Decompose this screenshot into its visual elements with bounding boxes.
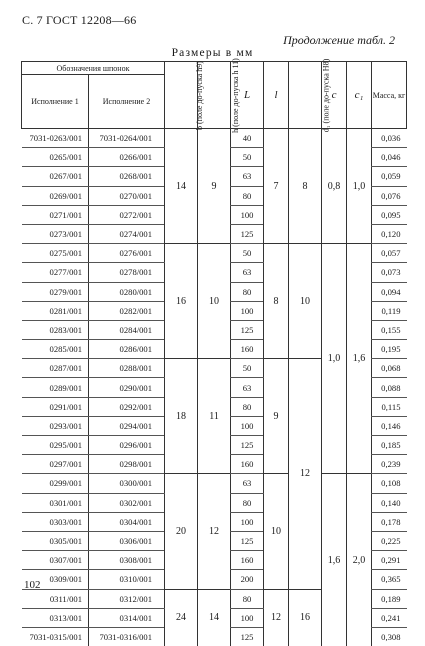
mass-cell: 0,291 bbox=[372, 551, 407, 570]
variant2-cell: 0292/001 bbox=[89, 397, 165, 416]
mass-cell: 0,146 bbox=[372, 416, 407, 435]
L-cell: 160 bbox=[231, 455, 264, 474]
L-cell: 63 bbox=[231, 474, 264, 493]
mass-cell: 0,073 bbox=[372, 263, 407, 282]
mass-cell: 0,365 bbox=[372, 570, 407, 589]
d1-cell: 8 bbox=[289, 129, 322, 244]
variant2-cell: 0314/001 bbox=[89, 608, 165, 627]
variant1-cell: 0279/001 bbox=[22, 282, 89, 301]
variant2-cell: 0270/001 bbox=[89, 186, 165, 205]
variant2-cell: 0310/001 bbox=[89, 570, 165, 589]
mass-cell: 0,241 bbox=[372, 608, 407, 627]
variant1-cell: 0295/001 bbox=[22, 436, 89, 455]
table-row bbox=[22, 474, 407, 493]
variant2-cell: 0282/001 bbox=[89, 301, 165, 320]
variant2-cell: 0274/001 bbox=[89, 224, 165, 243]
mass-cell: 0,057 bbox=[372, 244, 407, 263]
variant2-cell: 0286/001 bbox=[89, 340, 165, 359]
c-cell: 1,0 bbox=[322, 244, 347, 474]
mass-cell: 0,120 bbox=[372, 224, 407, 243]
variant1-cell: 0299/001 bbox=[22, 474, 89, 493]
variant1-cell: 0281/001 bbox=[22, 301, 89, 320]
h-cell: 14 bbox=[198, 589, 231, 646]
L-cell: 125 bbox=[231, 224, 264, 243]
b-cell: 20 bbox=[165, 474, 198, 589]
variant1-cell: 0313/001 bbox=[22, 608, 89, 627]
d1-column-header: d₁ (поле до-пуска H8) bbox=[289, 62, 322, 129]
dimensions-table bbox=[21, 57, 407, 646]
variant2-cell: 0312/001 bbox=[89, 589, 165, 608]
mass-cell: 0,195 bbox=[372, 340, 407, 359]
variant2-cell: 0290/001 bbox=[89, 378, 165, 397]
L-cell: 125 bbox=[231, 436, 264, 455]
variant1-cell: 0297/001 bbox=[22, 455, 89, 474]
variant2-cell: 0294/001 bbox=[89, 416, 165, 435]
variant2-cell: 0300/001 bbox=[89, 474, 165, 493]
page-reference: С. 7 ГОСТ 12208—66 bbox=[22, 13, 137, 27]
c1-column-header: c₁ bbox=[347, 62, 372, 129]
variant1-cell: 0305/001 bbox=[22, 531, 89, 550]
variant1-cell: 0309/001 bbox=[22, 570, 89, 589]
mass-cell: 0,155 bbox=[372, 320, 407, 339]
h-cell: 10 bbox=[198, 244, 231, 359]
variant2-cell: 0308/001 bbox=[89, 551, 165, 570]
b-column-header: b (поле до-пуска h9) bbox=[165, 62, 198, 129]
variant2-cell: 0272/001 bbox=[89, 205, 165, 224]
d1-cell: 16 bbox=[289, 589, 322, 646]
variant2-cell: 0304/001 bbox=[89, 512, 165, 531]
b-cell: 24 bbox=[165, 589, 198, 646]
variant1-cell: 0271/001 bbox=[22, 205, 89, 224]
L-cell: 80 bbox=[231, 589, 264, 608]
variant2-cell: 0302/001 bbox=[89, 493, 165, 512]
mass-cell: 0,095 bbox=[372, 205, 407, 224]
l-column-header: l bbox=[264, 62, 289, 129]
c-cell: 1,6 bbox=[322, 474, 347, 646]
variant2-cell: 0268/001 bbox=[89, 167, 165, 186]
L-cell: 125 bbox=[231, 627, 264, 646]
variant1-cell: 0307/001 bbox=[22, 551, 89, 570]
variant1-cell: 0275/001 bbox=[22, 244, 89, 263]
table-caption: Размеры в мм bbox=[171, 47, 254, 59]
l-cell: 10 bbox=[264, 474, 289, 589]
L-cell: 100 bbox=[231, 416, 264, 435]
h-cell: 12 bbox=[198, 474, 231, 589]
L-cell: 50 bbox=[231, 359, 264, 378]
mass-cell: 0,046 bbox=[372, 148, 407, 167]
variant2-cell: 0276/001 bbox=[89, 244, 165, 263]
mass-cell: 0,140 bbox=[372, 493, 407, 512]
mass-cell: 0,239 bbox=[372, 455, 407, 474]
L-cell: 100 bbox=[231, 205, 264, 224]
variant1-cell: 0289/001 bbox=[22, 378, 89, 397]
mass-cell: 0,108 bbox=[372, 474, 407, 493]
variant2-cell: 7031-0316/001 bbox=[89, 627, 165, 646]
variant1-cell: 0267/001 bbox=[22, 167, 89, 186]
variant1-cell: 0303/001 bbox=[22, 512, 89, 531]
L-cell: 80 bbox=[231, 493, 264, 512]
L-cell: 100 bbox=[231, 608, 264, 627]
L-cell: 160 bbox=[231, 551, 264, 570]
mass-cell: 0,059 bbox=[372, 167, 407, 186]
variant1-cell: 0285/001 bbox=[22, 340, 89, 359]
variant1-cell: 0293/001 bbox=[22, 416, 89, 435]
variant2-cell: 0306/001 bbox=[89, 531, 165, 550]
L-cell: 63 bbox=[231, 263, 264, 282]
variant1-cell: 0273/001 bbox=[22, 224, 89, 243]
L-cell: 80 bbox=[231, 186, 264, 205]
mass-cell: 0,076 bbox=[372, 186, 407, 205]
L-cell: 80 bbox=[231, 397, 264, 416]
mass-cell: 0,036 bbox=[372, 129, 407, 148]
h-cell: 9 bbox=[198, 129, 231, 244]
variant1-cell: 0277/001 bbox=[22, 263, 89, 282]
variant1-cell: 0287/001 bbox=[22, 359, 89, 378]
h-cell: 11 bbox=[198, 359, 231, 474]
mass-cell: 0,185 bbox=[372, 436, 407, 455]
variant2-cell: 0278/001 bbox=[89, 263, 165, 282]
mass-cell: 0,115 bbox=[372, 397, 407, 416]
L-cell: 40 bbox=[231, 129, 264, 148]
c1-cell: 1,6 bbox=[347, 244, 372, 474]
L-cell: 160 bbox=[231, 340, 264, 359]
mass-cell: 0,068 bbox=[372, 359, 407, 378]
mass-cell: 0,088 bbox=[372, 378, 407, 397]
l-cell: 9 bbox=[264, 359, 289, 474]
L-cell: 200 bbox=[231, 570, 264, 589]
variant2-cell: 0280/001 bbox=[89, 282, 165, 301]
variant1-cell: 0269/001 bbox=[22, 186, 89, 205]
variant2-cell: 0298/001 bbox=[89, 455, 165, 474]
c1-cell: 1,0 bbox=[347, 129, 372, 244]
L-cell: 80 bbox=[231, 282, 264, 301]
mass-cell: 0,094 bbox=[372, 282, 407, 301]
variant1-cell: 0301/001 bbox=[22, 493, 89, 512]
d1-cell: 10 bbox=[289, 244, 322, 359]
variant2-cell: 0288/001 bbox=[89, 359, 165, 378]
mass-cell: 0,178 bbox=[372, 512, 407, 531]
table-row bbox=[22, 129, 407, 148]
variant1-column-header: Исполнение 1 bbox=[22, 75, 89, 129]
l-cell: 8 bbox=[264, 244, 289, 359]
L-cell: 50 bbox=[231, 244, 264, 263]
variant1-cell: 7031-0263/001 bbox=[22, 129, 89, 148]
L-column-header: L bbox=[231, 62, 264, 129]
L-cell: 125 bbox=[231, 320, 264, 339]
L-cell: 100 bbox=[231, 301, 264, 320]
table-row bbox=[22, 244, 407, 263]
l-cell: 7 bbox=[264, 129, 289, 244]
variant1-cell: 0283/001 bbox=[22, 320, 89, 339]
continuation-label: Продолжение табл. 2 bbox=[283, 33, 395, 47]
variant2-column-header: Исполнение 2 bbox=[89, 75, 165, 129]
variant1-cell: 0291/001 bbox=[22, 397, 89, 416]
L-cell: 100 bbox=[231, 512, 264, 531]
d1-cell: 12 bbox=[289, 359, 322, 589]
mass-column-header: Масса, кг bbox=[372, 62, 407, 129]
c1-cell: 2,0 bbox=[347, 474, 372, 646]
b-cell: 18 bbox=[165, 359, 198, 474]
mass-cell: 0,225 bbox=[372, 531, 407, 550]
page-number: 102 bbox=[24, 579, 41, 591]
L-cell: 63 bbox=[231, 167, 264, 186]
designation-group-header: Обозначения шпонок bbox=[22, 62, 165, 75]
L-cell: 50 bbox=[231, 148, 264, 167]
l-cell: 12 bbox=[264, 589, 289, 646]
variant2-cell: 0266/001 bbox=[89, 148, 165, 167]
mass-cell: 0,189 bbox=[372, 589, 407, 608]
variant2-cell: 7031-0264/001 bbox=[89, 129, 165, 148]
variant2-cell: 0296/001 bbox=[89, 436, 165, 455]
c-cell: 0,8 bbox=[322, 129, 347, 244]
variant1-cell: 7031-0315/001 bbox=[29, 631, 82, 642]
L-cell: 125 bbox=[231, 531, 264, 550]
h-column-header: h (поле до-пуска h 11) bbox=[198, 62, 231, 129]
variant1-cell: 0311/001 bbox=[22, 589, 89, 608]
b-cell: 16 bbox=[165, 244, 198, 359]
variant2-cell: 0284/001 bbox=[89, 320, 165, 339]
mass-cell: 0,308 bbox=[372, 627, 407, 646]
L-cell: 63 bbox=[231, 378, 264, 397]
mass-cell: 0,119 bbox=[372, 301, 407, 320]
c-column-header: c bbox=[322, 62, 347, 129]
b-cell: 14 bbox=[165, 129, 198, 244]
variant1-cell: 0265/001 bbox=[22, 148, 89, 167]
